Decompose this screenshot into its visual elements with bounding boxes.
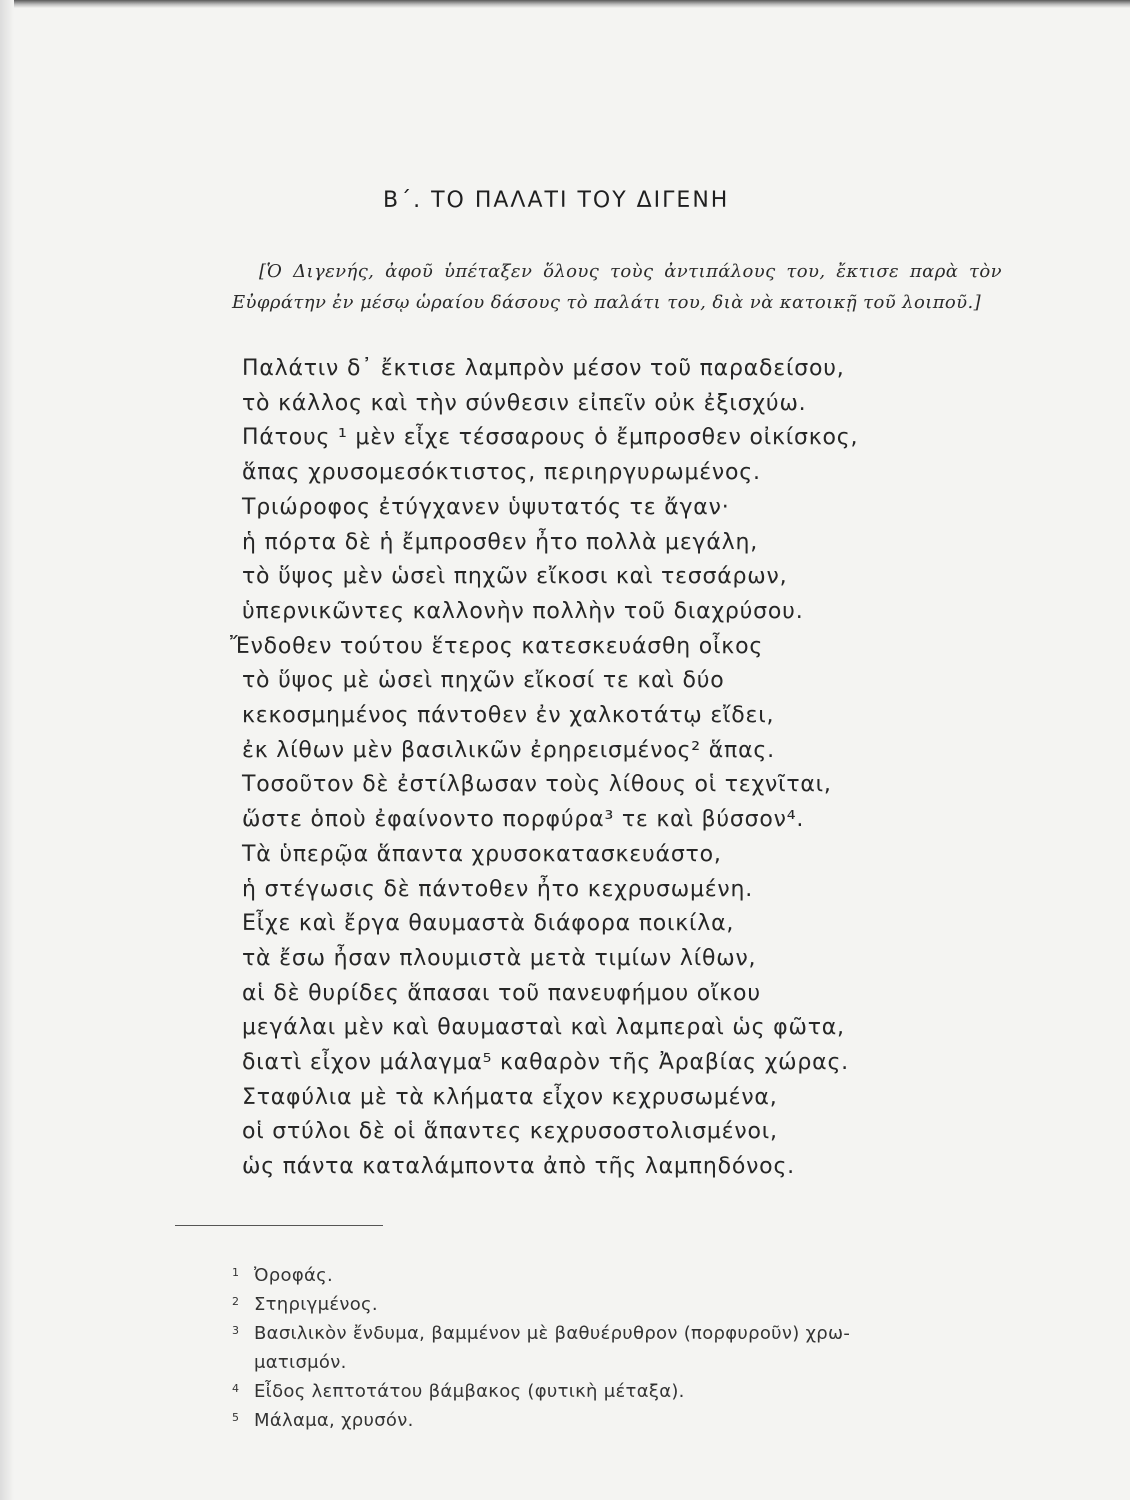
footnote-text: Μάλαμα, χρυσόν. (254, 1410, 414, 1431)
poem-line-16: ἡ στέγωσις δὲ πάντοθεν ἦτο κεχρυσωμένη. (242, 876, 754, 902)
poem-line-8: ὑπερνικῶντες καλλονὴν πολλὴν τοῦ διαχρύσου. (242, 598, 804, 624)
footnote-number: 2 (232, 1295, 240, 1308)
footnote-number: 4 (232, 1382, 240, 1395)
scan-top-edge (0, 0, 1130, 8)
footnote-number: 5 (232, 1411, 240, 1424)
footnote-2 (232, 1290, 1012, 1319)
page-title: Β΄. ΤΟ ΠΑΛΑΤΙ ΤΟΥ ΔΙΓΕΝΗ (383, 188, 730, 213)
poem-line-12: ἐκ λίθων μὲν βασιλικῶν ἐρηρεισμένος² ἅπας. (242, 737, 775, 763)
poem-line-7: τὸ ὕψος μὲν ὡσεὶ πηχῶν εἴκοσι καὶ τεσσάρων, (242, 564, 788, 590)
footnote-number: 3 (232, 1324, 240, 1337)
poem-line-24: ὡς πάντα καταλάμποντα ἀπὸ τῆς λαμπηδόνος. (242, 1154, 795, 1180)
poem-line-14: ὥστε ὁποὺ ἐφαίνοντο πορφύρα³ τε καὶ βύσσον⁴. (242, 807, 805, 833)
poem-line-15: Τὰ ὑπερῷα ἅπαντα χρυσοκατασκευάστο, (242, 841, 722, 867)
scan-left-shadow (0, 0, 14, 1500)
footnote-number: 1 (232, 1266, 240, 1279)
footnote-text: Ὀροφάς. (254, 1265, 334, 1286)
footnote-divider (175, 1225, 383, 1226)
footnote-text: Βασιλικὸν ἔνδυμα, βαμμένον μὲ βαθυέρυθρον (πορφυροῦν) χρω- ματισμόν. (254, 1323, 851, 1373)
poem (230, 352, 990, 1185)
poem-line-20: μεγάλαι μὲν καὶ θαυμασταὶ καὶ λαμπεραὶ ὡς φῶτα, (242, 1015, 845, 1041)
poem-line-13: Τοσοῦτον δὲ ἐστίλβωσαν τοὺς λίθους οἱ τεχνῖται, (242, 772, 832, 798)
footnote-text: Εἶδος λεπτοτάτου βάμβακος (φυτικὴ μέταξα). (254, 1381, 685, 1402)
footnotes (232, 1261, 1012, 1435)
poem-line-2: τὸ κάλλος καὶ τὴν σύνθεσιν εἰπεῖν οὐκ ἐξισχύω. (242, 390, 807, 416)
poem-line-6: ἡ πόρτα δὲ ἡ ἔμπροσθεν ἦτο πολλὰ μεγάλη, (242, 529, 759, 555)
footnote-text: Στηριγμένος. (254, 1294, 378, 1315)
poem-line-23: οἱ στύλοι δὲ οἱ ἅπαντες κεχρυσοστολισμένοι, (242, 1119, 778, 1145)
footnote-1 (232, 1261, 1012, 1290)
footnote-5 (232, 1406, 1012, 1435)
poem-line-19: αἱ δὲ θυρίδες ἅπασαι τοῦ πανευφήμου οἴκου (242, 980, 761, 1006)
intro-paragraph: [Ὁ Διγενής, ἀφοῦ ὑπέταξεν ὅλους τοὺς ἀντιπάλους του, ἔκτισε παρὰ τὸν Εὐφράτην ἐν μέσῳ ὡραίου δάσους τὸ παλάτι του, διὰ νὰ κατοικῇ τοῦ λοιποῦ.] (232, 261, 1002, 313)
poem-line-1: Παλάτιν δ᾽ ἔκτισε λαμπρὸν μέσον τοῦ παραδείσου, (242, 356, 845, 381)
poem-line-21: διατὶ εἶχον μάλαγμα⁵ καθαρὸν τῆς Ἀραβίας χώρας. (242, 1050, 849, 1076)
poem-line-5: Τριώροφος ἐτύγχανεν ὑψυτατός τε ἄγαν· (242, 494, 730, 520)
footnote-3 (232, 1319, 1012, 1377)
poem-line-3: Πάτους ¹ μὲν εἶχε τέσσαρους ὁ ἔμπροσθεν οἰκίσκος, (242, 425, 859, 451)
poem-line-9: Ἔνδοθεν τούτου ἕτερος κατεσκευάσθη οἶκος (230, 633, 764, 659)
footnote-4 (232, 1377, 1012, 1406)
poem-line-17: Εἶχε καὶ ἔργα θαυμαστὰ διάφορα ποικίλα, (242, 911, 735, 937)
poem-line-18: τὰ ἔσω ἦσαν πλουμιστὰ μετὰ τιμίων λίθων, (242, 945, 757, 971)
poem-line-4: ἅπας χρυσομεσόκτιστος, περιηργυρωμένος. (242, 460, 761, 486)
poem-line-11: κεκοσμημένος πάντοθεν ἐν χαλκοτάτῳ εἴδει, (242, 703, 775, 729)
poem-line-22: Σταφύλια μὲ τὰ κλήματα εἶχον κεχρυσωμένα, (242, 1084, 778, 1110)
poem-line-10: τὸ ὕψος μὲ ὡσεὶ πηχῶν εἴκοσί τε καὶ δύο (242, 668, 725, 694)
